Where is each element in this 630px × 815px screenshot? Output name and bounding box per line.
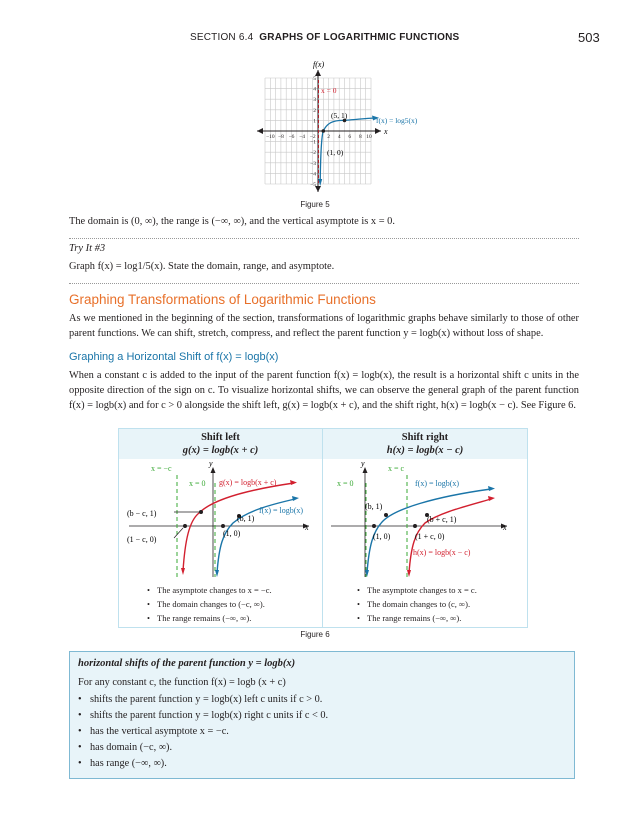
- svg-text:(1, 0): (1, 0): [373, 532, 391, 541]
- section-heading: Graphing Transformations of Logarithmic Functions: [69, 292, 376, 307]
- svg-text:1: 1: [313, 118, 316, 125]
- svg-text:5: 5: [313, 76, 316, 82]
- page-header: [0, 30, 630, 50]
- svg-text:y: y: [209, 461, 213, 468]
- svg-text:g(x) = logb(x + c): g(x) = logb(x + c): [219, 478, 277, 487]
- svg-text:−4: −4: [310, 171, 316, 178]
- svg-text:x: x: [503, 523, 507, 532]
- box-item: • shifts the parent function y = logb(x) left c units if c > 0.: [78, 694, 322, 705]
- svg-text:x = 0: x = 0: [337, 479, 354, 488]
- svg-text:(1 − c, 0): (1 − c, 0): [127, 535, 157, 544]
- box-intro: For any constant c, the function f(x) = logb (x + c): [78, 677, 286, 688]
- svg-text:x = 0: x = 0: [321, 86, 337, 95]
- figure-5-caption: Figure 5: [300, 200, 330, 209]
- svg-text:f(x): f(x): [313, 60, 325, 69]
- svg-text:4: 4: [313, 86, 316, 93]
- svg-text:−5: −5: [310, 182, 316, 188]
- svg-text:10: 10: [366, 134, 372, 140]
- section-label: SECTION 6.4 GRAPHS OF LOGARITHMIC FUNCTIONS: [190, 32, 460, 43]
- svg-text:x = c: x = c: [388, 464, 405, 473]
- svg-text:x = −c: x = −c: [151, 464, 172, 473]
- box-item: • has range (−∞, ∞).: [78, 758, 167, 769]
- shift-left-graph: [119, 461, 322, 579]
- svg-text:h(x) = logb(x − c): h(x) = logb(x − c): [413, 548, 471, 557]
- svg-text:(b, 1): (b, 1): [365, 502, 383, 511]
- figure-5-graph: [255, 58, 435, 194]
- svg-text:−4: −4: [299, 134, 306, 140]
- svg-text:−6: −6: [288, 134, 295, 140]
- divider: [69, 283, 579, 284]
- figure-6-table: [118, 428, 528, 628]
- svg-text:−3: −3: [310, 160, 316, 167]
- svg-text:4: 4: [337, 134, 341, 140]
- svg-text:8: 8: [359, 134, 362, 140]
- domain-text: The domain is (0, ∞), the range is (−∞, ∞), and the vertical asymptote is x = 0.: [69, 216, 395, 227]
- svg-text:(b + c, 1): (b + c, 1): [427, 515, 457, 524]
- svg-text:−2: −2: [310, 150, 316, 157]
- page-number: 503: [578, 30, 600, 45]
- svg-text:(5, 1): (5, 1): [331, 111, 348, 120]
- right-column-header: Shift right h(x) = logb(x − c): [323, 429, 527, 459]
- shift-right-graph: [323, 461, 527, 579]
- box-item: • has domain (−c, ∞).: [78, 742, 172, 753]
- try-it-title: Try It #3: [69, 243, 106, 254]
- divider: [69, 238, 579, 239]
- box-title: horizontal shifts of the parent function y = logb(x): [78, 658, 296, 669]
- svg-text:2: 2: [327, 134, 330, 140]
- figure-6-caption: Figure 6: [300, 630, 330, 639]
- svg-text:−8: −8: [277, 134, 284, 140]
- svg-text:(1, 0): (1, 0): [327, 148, 344, 157]
- svg-text:3: 3: [313, 97, 316, 104]
- key-concept-box: [69, 651, 575, 779]
- svg-text:−2: −2: [309, 134, 316, 140]
- subsection-heading: Graphing a Horizontal Shift of f(x) = logb(x): [69, 351, 279, 363]
- try-it-text: Graph f(x) = log1/5(x). State the domain, range, and asymptote.: [69, 261, 335, 272]
- svg-text:x: x: [384, 127, 388, 136]
- svg-text:f(x) = log5(x): f(x) = log5(x): [376, 116, 418, 125]
- svg-text:(b, 1): (b, 1): [237, 514, 255, 523]
- svg-text:2: 2: [313, 107, 316, 114]
- box-item: • has the vertical asymptote x = −c.: [78, 726, 229, 737]
- intro-paragraph: As we mentioned in the beginning of the section, transformations of logarithmic graphs behave similarly to those of other parent functions. We can shift, stretch, compress, and reflect the parent function y = logb(x) without loss of shape.: [69, 313, 579, 339]
- right-bullets: • The asymptote changes to x = c. • The domain changes to (c, ∞). • The range remains (−∞, ∞).: [357, 583, 477, 625]
- svg-text:−10: −10: [265, 134, 275, 140]
- svg-text:6: 6: [348, 134, 352, 140]
- left-bullets: • The asymptote changes to x = −c. • The domain changes to (−c, ∞). • The range remains (−∞, ∞).: [147, 583, 272, 625]
- left-column-header: Shift left g(x) = logb(x + c): [119, 429, 322, 459]
- svg-text:(b − c, 1): (b − c, 1): [127, 509, 157, 518]
- svg-text:x = 0: x = 0: [189, 479, 206, 488]
- box-item: • shifts the parent function y = logb(x) right c units if c < 0.: [78, 710, 328, 721]
- shift-paragraph: When a constant c is added to the input of the parent function f(x) = logb(x), the result is a horizontal shift c units in the opposite direction of the sign on c. To visualize horizontal shifts, we can observe the general graph of the parent function f(x) = logb(x) and for c > 0 alongside the shift left, g(x) = logb(x + c), and the shift right, h(x) = logb(x − c). See Figure 6.: [69, 370, 579, 411]
- svg-text:f(x) = logb(x): f(x) = logb(x): [415, 479, 460, 488]
- svg-text:−1: −1: [310, 139, 316, 146]
- svg-text:(1, 0): (1, 0): [223, 529, 241, 538]
- svg-text:y: y: [361, 461, 365, 468]
- svg-text:f(x) = logb(x): f(x) = logb(x): [259, 506, 304, 515]
- svg-text:x: x: [305, 523, 309, 532]
- svg-text:(1 + c, 0): (1 + c, 0): [415, 532, 445, 541]
